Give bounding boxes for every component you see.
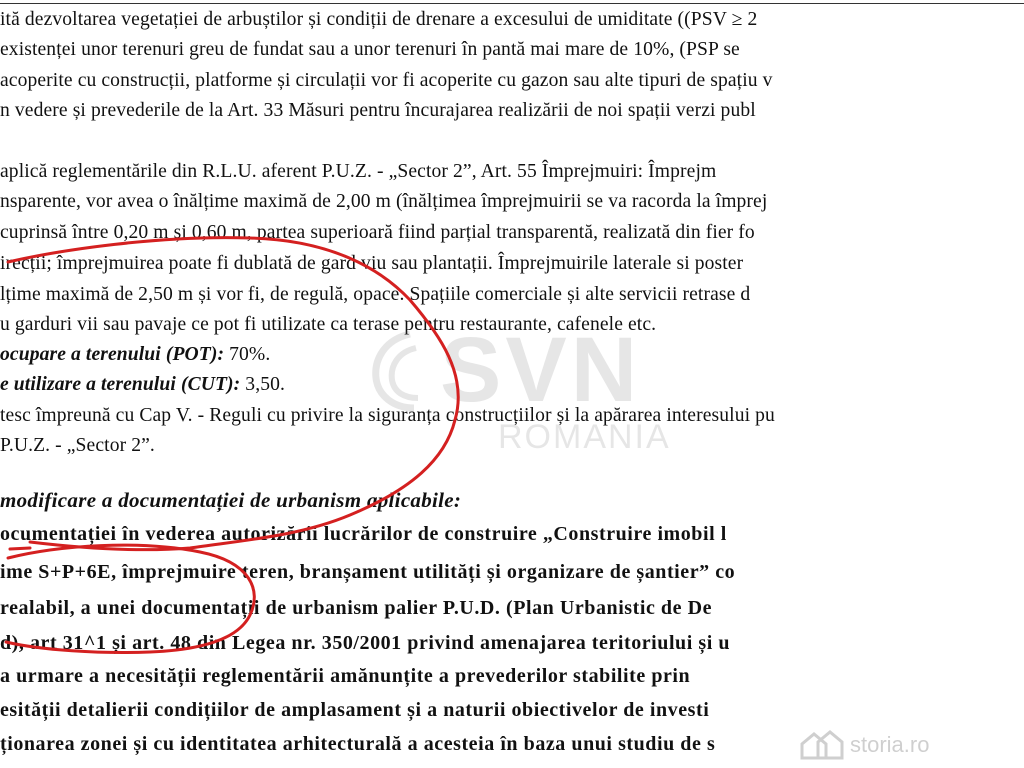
- cut-line: [0, 373, 285, 397]
- text-line: tesc împreună cu Cap V. - Reguli cu privire la siguranța construcțiilor și la apărarea interesului pu: [0, 405, 775, 426]
- text-line: nsparente, vor avea o înălțime maximă de 2,00 m (înălțimea împrejmuirii se va racorda la împrej: [0, 191, 768, 212]
- site-badge-text: storia.ro: [850, 732, 930, 757]
- text-line: irecții; împrejmuirea poate fi dublată de gard viu sau plantații. Împrejmuirile laterale si poster: [0, 253, 744, 274]
- site-badge: [790, 724, 1024, 768]
- text-line: cuprinsă între 0,20 m și 0,60 m, partea superioară fiind parțial transparentă, realizată din fier fo: [0, 222, 755, 243]
- cut-label: e utilizare a terenului (CUT):: [0, 374, 241, 395]
- pot-line: [0, 343, 270, 367]
- bold-text-line: a urmare a necesității reglementării amănunțite a prevederilor stabilite prin: [0, 665, 691, 687]
- cut-value: 3,50.: [240, 374, 285, 395]
- text-line: ită dezvoltarea vegetației de arbuștilor și condiții de drenare a excesului de umiditate ((PSV ≥ 2: [0, 9, 758, 30]
- text-line: P.U.Z. - „Sector 2”.: [0, 435, 155, 456]
- text-line: n vedere și prevederile de la Art. 33 Măsuri pentru încurajarea realizării de noi spații verzi publ: [0, 100, 756, 121]
- text-line: acoperite cu construcții, platforme și circulații vor fi acoperite cu gazon sau alte tipuri de spațiu v: [0, 70, 773, 91]
- watermark-brand: SVN: [440, 319, 642, 421]
- bold-text-line: ocumentației în vederea autorizării lucrărilor de construire „Construire imobil l: [0, 523, 727, 545]
- top-rule: [0, 3, 1024, 4]
- section-heading: modificare a documentației de urbanism aplicabile:: [0, 488, 462, 512]
- bold-text-line: ționarea zonei și cu identitatea arhitecturală a acesteia în baza unui studiu de s: [0, 733, 716, 755]
- pot-label: ocupare a terenului (POT):: [0, 344, 225, 365]
- text-line: existenței unor terenuri greu de fundat sau a unor terenuri în pantă mai mare de 10%, (PSP se: [0, 39, 740, 60]
- text-line: u garduri vii sau pavaje ce pot fi utilizate ca terase pentru restaurante, cafenele etc.: [0, 314, 657, 335]
- bold-text-line: ime S+P+6E, împrejmuire teren, branșament utilități și organizare de șantier” co: [0, 561, 736, 583]
- bold-text-line: realabil, a unei documentații de urbanism palier P.U.D. (Plan Urbanistic de De: [0, 597, 713, 619]
- svn-logo-icon: [370, 330, 434, 412]
- watermark-sub: ROMANIA: [498, 418, 671, 456]
- bold-text-line: esității detalierii condițiilor de amplasament și a naturii obiectivelor de investi: [0, 699, 710, 721]
- bold-text-line: d), art 31^1 și art. 48 din Legea nr. 350/2001 privind amenajarea teritoriului și u: [0, 632, 731, 654]
- svn-watermark: [370, 318, 700, 468]
- text-line: lțime maximă de 2,50 m și vor fi, de regulă, opace. Spațiile comerciale și alte servicii retrase d: [0, 284, 751, 305]
- text-line: aplică reglementările din R.L.U. aferent P.U.Z. - „Sector 2”, Art. 55 Împrejmuiri: Împrejm: [0, 161, 717, 182]
- house-icon: [798, 728, 846, 764]
- pot-value: 70%.: [224, 344, 271, 365]
